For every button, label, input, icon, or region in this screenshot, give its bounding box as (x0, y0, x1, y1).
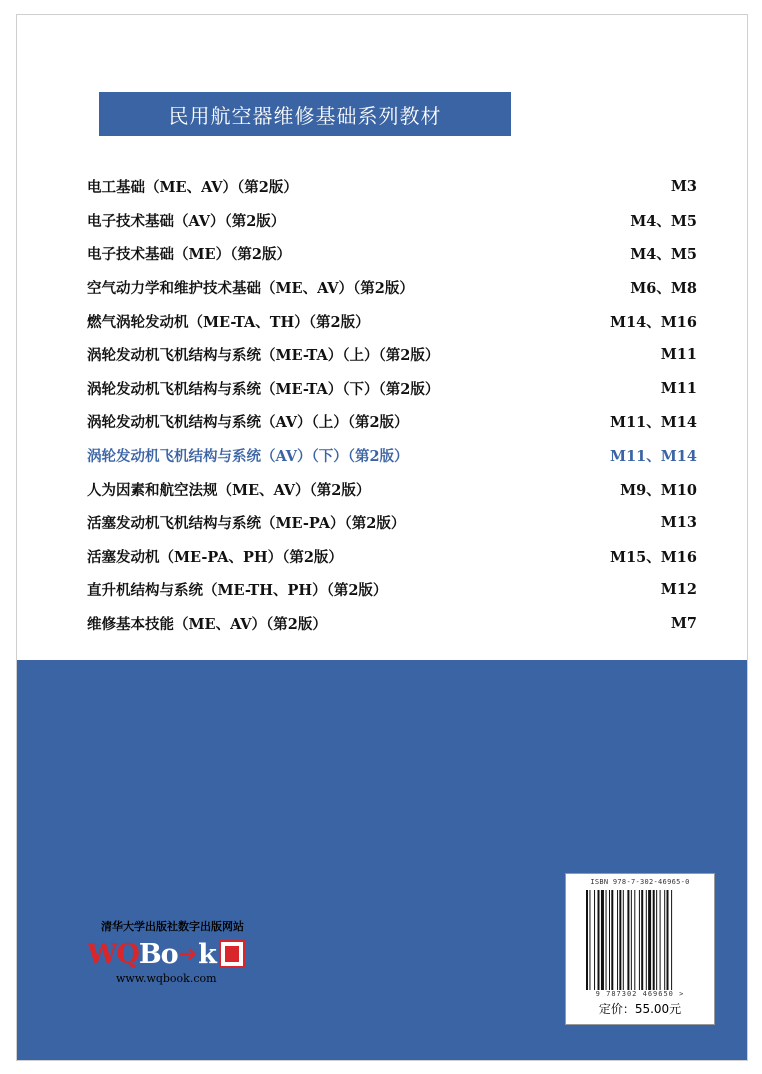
logo-wq: WQ (87, 938, 139, 970)
barcode-bar (641, 890, 643, 990)
book-module-code: M9、M10 (620, 481, 697, 499)
book-module-code: M12 (660, 581, 697, 599)
barcode-box (565, 873, 715, 1025)
barcode-bar (646, 890, 647, 990)
barcode-bar (601, 890, 604, 990)
book-item (87, 338, 697, 372)
barcode-bar (671, 890, 672, 990)
book-item (87, 540, 697, 574)
book-module-code: M14、M16 (610, 313, 697, 331)
cover-top-area (17, 15, 747, 660)
barcode-bar (660, 890, 661, 990)
book-module-code: M11 (660, 379, 697, 397)
book-module-code: M15、M16 (610, 548, 697, 566)
barcode-digits: 9 787302 469650 > (595, 990, 685, 998)
wqbook-logo (87, 938, 287, 970)
book-module-code: M7 (670, 615, 697, 633)
book-title: 电子技术基础（AV）（第2版） (87, 212, 286, 230)
barcode-bar (589, 890, 590, 990)
barcode-bar (656, 890, 657, 990)
book-item (87, 304, 697, 338)
book-item (87, 573, 697, 607)
book-title: 人为因素和航空法规（ME、AV）（第2版） (87, 481, 371, 499)
book-module-code: M11 (660, 346, 697, 364)
publisher-url: www.wqbook.com (116, 972, 217, 985)
book-module-code: M6、M8 (630, 280, 697, 298)
barcode-bar (623, 890, 624, 990)
logo-arrow-icon: ➔ (178, 941, 198, 967)
publisher-block (87, 918, 287, 985)
book-title: 涡轮发动机飞机结构与系统（ME-TA）（上）（第2版） (87, 347, 440, 365)
book-title: 电工基础（ME、AV）（第2版） (87, 179, 298, 197)
book-title: 活塞发动机（ME-PA、PH）（第2版） (87, 548, 343, 566)
barcode-bar (609, 890, 610, 990)
price-label: 定价：55.00元 (598, 1002, 682, 1016)
book-item (87, 405, 697, 439)
publisher-name: 清华大学出版社数字出版网站 (101, 920, 244, 933)
book-module-code: M4、M5 (630, 212, 697, 230)
book-title: 活塞发动机飞机结构与系统（ME-PA）（第2版） (87, 515, 406, 533)
series-title: 民用航空器维修基础系列教材 (168, 103, 442, 128)
barcode-bar (631, 890, 632, 990)
barcode-icon (586, 890, 698, 990)
barcode-bar (586, 890, 588, 990)
barcode-bar (606, 890, 607, 990)
book-back-cover (17, 15, 747, 1060)
barcode-bar (667, 890, 669, 990)
barcode-bar (619, 890, 621, 990)
book-module-code: M11、M14 (610, 448, 697, 466)
book-title: 电子技术基础（ME）（第2版） (87, 246, 291, 264)
barcode-bar (634, 890, 635, 990)
book-title: 涡轮发动机飞机结构与系统（AV）（上）（第2版） (87, 414, 409, 432)
barcode-bar (639, 890, 640, 990)
barcode-bar (594, 890, 595, 990)
logo-bo: Bo (138, 938, 178, 970)
book-title: 涡轮发动机飞机结构与系统（AV）（下）（第2版） (87, 448, 409, 466)
barcode-bar (598, 890, 600, 990)
barcode-bar (617, 890, 618, 990)
book-module-code: M13 (660, 514, 697, 532)
logo-k: k (198, 938, 216, 970)
logo-seal-icon (219, 940, 245, 968)
book-title: 涡轮发动机飞机结构与系统（ME-TA）（下）（第2版） (87, 380, 440, 398)
book-title: 燃气涡轮发动机（ME-TA、TH）（第2版） (87, 313, 370, 331)
series-title-banner (99, 92, 511, 136)
barcode-bar (648, 890, 651, 990)
book-title: 空气动力学和维护技术基础（ME、AV）（第2版） (87, 280, 414, 298)
book-module-code: M11、M14 (610, 414, 697, 432)
book-item (87, 607, 697, 641)
isbn-text: ISBN 978-7-302-46965-0 (590, 878, 690, 886)
book-item (87, 271, 697, 305)
book-item (87, 372, 697, 406)
book-title: 直升机结构与系统（ME-TH、PH）（第2版） (87, 582, 388, 600)
book-module-code: M3 (670, 178, 697, 196)
book-item (87, 439, 697, 473)
book-item (87, 237, 697, 271)
barcode-bar (627, 890, 629, 990)
book-item (87, 472, 697, 506)
book-module-code: M4、M5 (630, 246, 697, 264)
barcode-bar (664, 890, 665, 990)
book-item (87, 204, 697, 238)
book-list (87, 170, 697, 640)
barcode-bar (653, 890, 655, 990)
book-item (87, 506, 697, 540)
barcode-bar (611, 890, 613, 990)
book-item (87, 170, 697, 204)
book-title: 维修基本技能（ME、AV）（第2版） (87, 616, 327, 634)
